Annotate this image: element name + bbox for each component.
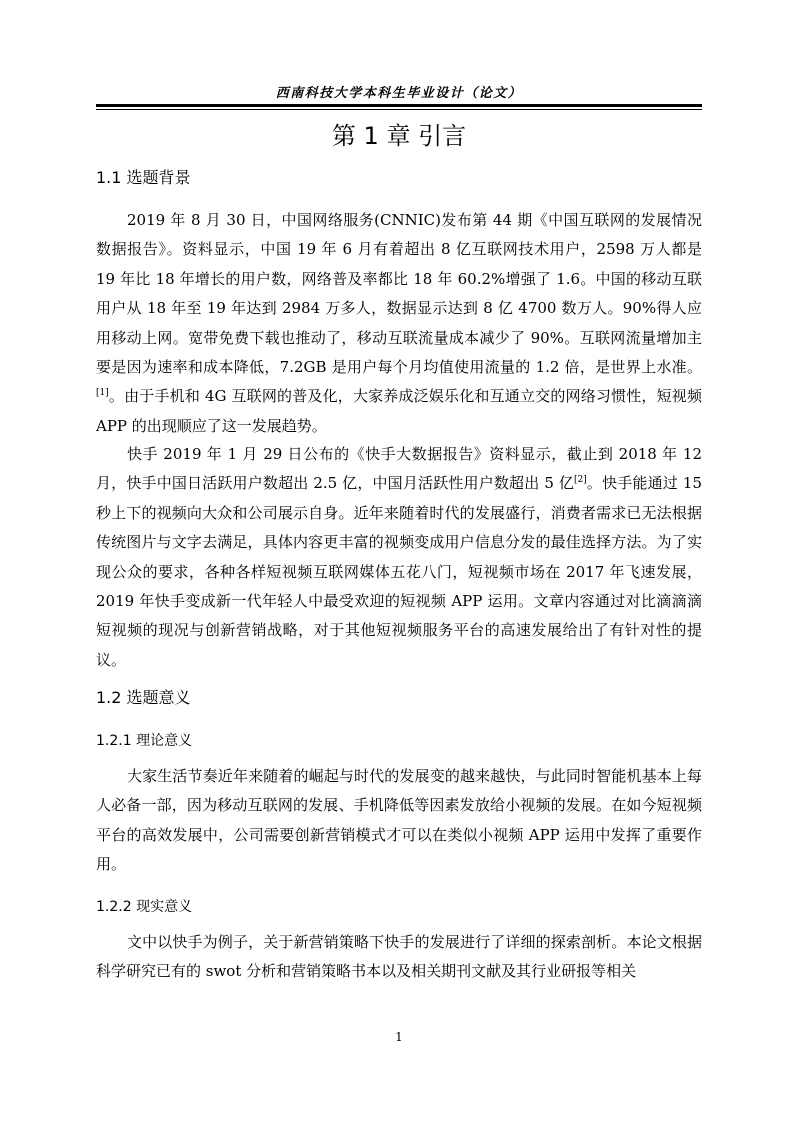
paragraph-practice: 文中以快手为例子，关于新营销策略下快手的发展进行了详细的探索剖析。本论文根据科学研究已有的 swot 分析和营销策略书本以及相关期刊文献及其行业研报等相关 (96, 933, 702, 981)
chapter-title: 第 1 章 引言 (331, 122, 467, 150)
paragraph-text: 。快手能通过 15 秒上下的视频向大众和公司展示自身。近年来随着时代的发展盛行，消费者需求已无法根据传统图片与文字去满足，具体内容更丰富的视频变成用户信息分发的最佳选择方法。为了实现公众的要求，各种各样短视频互联网媒体五花八门，短视频市场在 2017 年飞速发展，2019 年快手变成新一代年轻人中最受欢迎的短视频 APP 运用。文章内容通过对比滴滴滴短视频的现况与创新营销战略，对于其他短视频服务平台的高速发展给出了有针对性的提议。 (96, 474, 702, 669)
citation-ref-1: [1] (96, 388, 109, 399)
running-header: 西南科技大学本科生毕业设计（论文） (275, 86, 523, 101)
header-rule-thick (96, 104, 702, 107)
paragraph-text: 快手 2019 年 1 月 29 日公布的《快手大数据报告》资料显示，截止到 2018 年 12 月，快手中国日活跃用户数超出 2.5 亿，中国月活跃性用户数超出 5 亿 (96, 445, 702, 493)
paragraph-background-1 (96, 206, 702, 441)
page-number: 1 (395, 1030, 403, 1044)
paragraph-text: 2019 年 8 月 30 日，中国网络服务(CNNIC)发布第 44 期《中国互联网的发展情况数据报告》。资料显示，中国 19 年 6 月有着超出 8 亿互联网技术用户，2598 万人都是 19 年比 18 年增长的用户数，网络普及率都比 18 年 60.2%增强了 1.6。中国的移动互联用户从 18 年至 19 年达到 2984 万多人，数据显示达到 8 亿 4700 数万人。90%得人应用移动上网。宽带免费下载也推动了，移动互联流量成本减少了 90%。互联网流量增加主要是因为速率和成本降低，7.2GB 是用户每个月均值使用流量的 1.2 倍，是世界上水准。 (96, 211, 702, 377)
paragraph-text: 。由于手机和 4G 互联网的普及化，大家养成泛娱乐化和互通立交的网络习惯性，短视频 APP 的出现顺应了这一发展趋势。 (96, 387, 702, 435)
subsection-heading-1-2-1: 1.2.1 理论意义 (96, 733, 193, 749)
paragraph-background-2 (96, 440, 702, 675)
section-heading-1-1: 1.1 选题背景 (96, 168, 191, 187)
citation-ref-2: [2] (574, 475, 587, 486)
section-heading-1-2: 1.2 选题意义 (96, 688, 191, 707)
header-rule-thin (96, 109, 702, 110)
subsection-heading-1-2-2: 1.2.2 现实意义 (96, 899, 193, 915)
paragraph-theory: 大家生活节奏近年来随着的崛起与时代的发展变的越来越快，与此同时智能机基本上每人必备一部，因为移动互联网的发展、手机降低等因素发放给小视频的发展。在如今短视频平台的高效发展中，公司需要创新营销模式才可以在类似小视频 APP 运用中发挥了重要作用。 (96, 767, 702, 874)
